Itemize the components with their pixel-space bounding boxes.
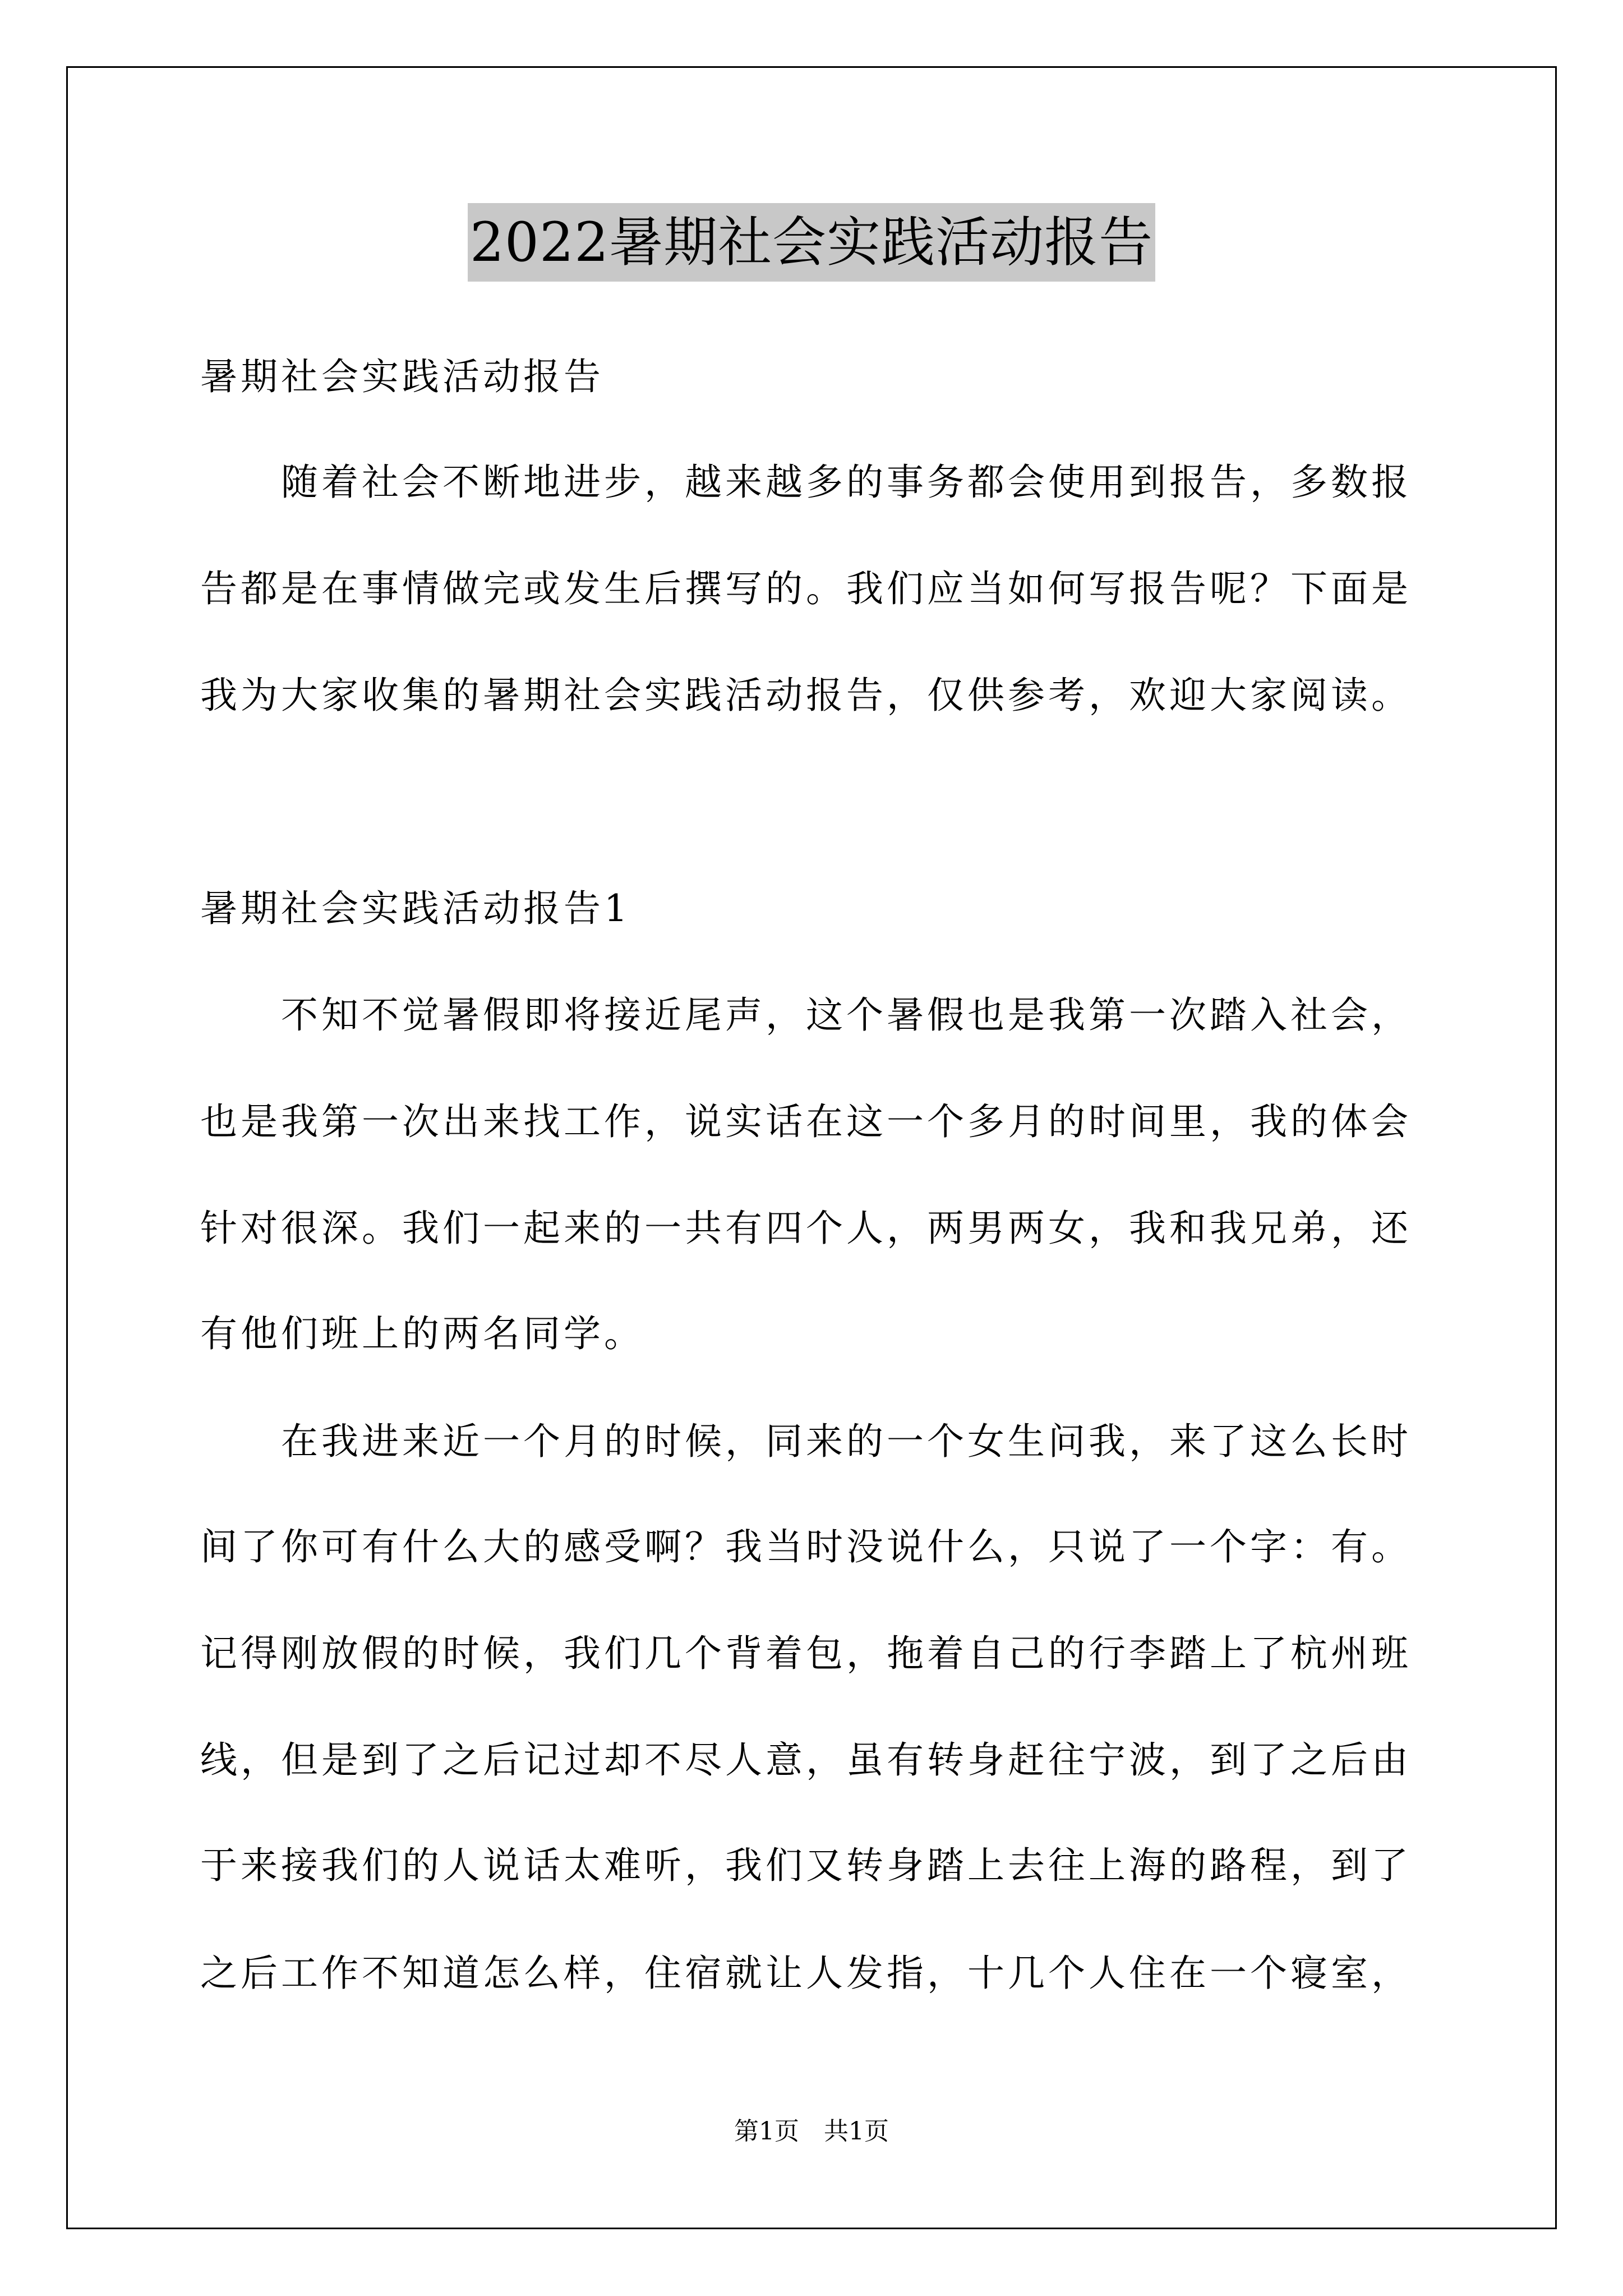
title-container (0, 203, 1623, 282)
paragraph-line: 记得刚放假的时候，我们几个背着包，拖着自己的行李踏上了杭州班 (200, 1632, 1412, 1675)
paragraph-line: 之后工作不知道怎么样，住宿就让人发指，十几个人住在一个寝室， (200, 1952, 1412, 1995)
paragraph-line: 我为大家收集的暑期社会实践活动报告，仅供参考，欢迎大家阅读。 (200, 674, 1412, 717)
paragraph-line: 告都是在事情做完或发生后撰写的。我们应当如何写报告呢？下面是 (200, 567, 1412, 610)
paragraph-line: 随着社会不断地进步，越来越多的事务都会使用到报告，多数报 (200, 461, 1412, 504)
section-heading: 暑期社会实践活动报告1 (200, 887, 631, 930)
paragraph-line: 在我进来近一个月的时候，同来的一个女生问我，来了这么长时 (200, 1420, 1412, 1463)
paragraph-line: 线，但是到了之后记过却不尽人意，虽有转身赶往宁波，到了之后由 (200, 1738, 1412, 1782)
paragraph-line: 于来接我们的人说话太难听，我们又转身踏上去往上海的路程，到了 (200, 1844, 1412, 1887)
paragraph-line: 不知不觉暑假即将接近尾声，这个暑假也是我第一次踏入社会， (200, 993, 1412, 1037)
document-title: 2022暑期社会实践活动报告 (468, 203, 1155, 282)
page-footer: 第1页 共1页 (734, 2117, 889, 2146)
paragraph-line: 针对很深。我们一起来的一共有四个人，两男两女，我和我兄弟，还 (200, 1207, 1412, 1250)
paragraph-line: 有他们班上的两名同学。 (200, 1312, 644, 1355)
paragraph-line: 也是我第一次出来找工作，说实话在这一个多月的时间里，我的体会 (200, 1100, 1412, 1143)
section-heading: 暑期社会实践活动报告 (200, 355, 604, 398)
paragraph-line: 间了你可有什么大的感受啊？我当时没说什么，只说了一个字：有。 (200, 1525, 1412, 1568)
